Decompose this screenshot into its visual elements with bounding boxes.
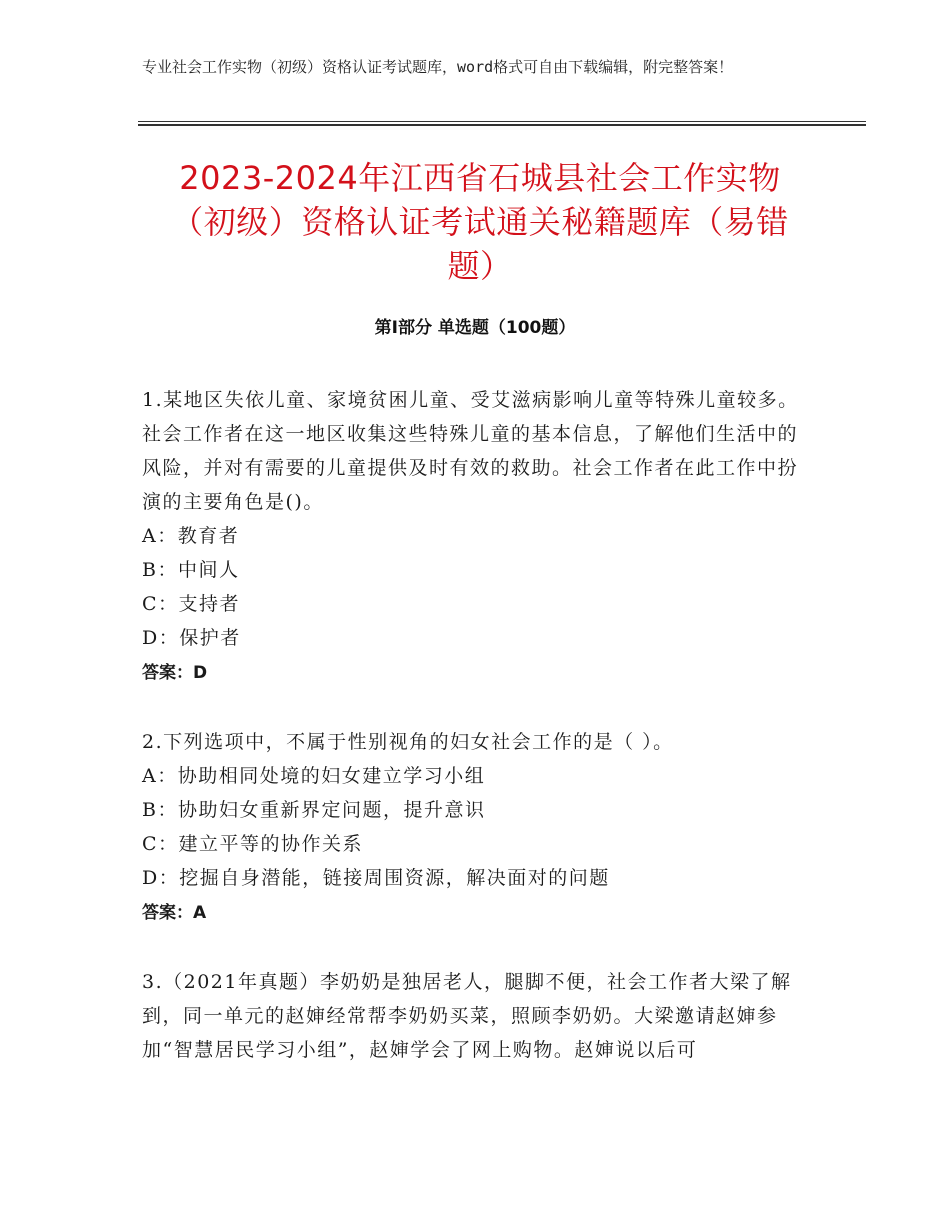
question-item (142, 383, 808, 691)
option-c: C：建立平等的协作关系 (142, 833, 364, 855)
option-b: B：中间人 (142, 559, 240, 581)
answer-label: 答案：D (142, 663, 208, 683)
header-divider-bottom (138, 124, 866, 126)
option-d: D：保护者 (142, 627, 241, 649)
header-note: 专业社会工作实物（初级）资格认证考试题库，word格式可自由下载编辑，附完整答案！ (142, 58, 734, 76)
question-item (142, 965, 808, 1067)
section-heading: 第Ⅰ部分 单选题（100题） (374, 318, 576, 338)
answer-label: 答案：A (142, 903, 207, 923)
option-c: C：支持者 (142, 593, 241, 615)
option-a: A：教育者 (142, 525, 240, 547)
question-stem: 1.某地区失依儿童、家境贫困儿童、受艾滋病影响儿童等特殊儿童较多。社会工作者在这一地区收集这些特殊儿童的基本信息，了解他们生活中的风险，并对有需要的儿童提供及时有效的救助。社会工作者在此工作中扮演的主要角色是()。 (142, 389, 799, 513)
question-item (142, 725, 808, 931)
question-stem: 3.（2021年真题）李奶奶是独居老人，腿脚不便，社会工作者大梁了解到，同一单元的赵婶经常帮李奶奶买菜，照顾李奶奶。大梁邀请赵婶参加“智慧居民学习小组”，赵婶学会了网上购物。赵婶说以后可 (142, 971, 792, 1061)
document-title: 2023-2024年江西省石城县社会工作实物（初级）资格认证考试通关秘籍题库（易错题） (171, 159, 789, 285)
option-a: A：协助相同处境的妇女建立学习小组 (142, 765, 486, 787)
header-divider-top (138, 121, 866, 122)
question-stem: 2.下列选项中，不属于性别视角的妇女社会工作的是（ ）。 (142, 731, 674, 753)
option-d: D：挖掘自身潜能，链接周围资源，解决面对的问题 (142, 867, 610, 889)
question-list (142, 383, 808, 1101)
option-b: B：协助妇女重新界定问题，提升意识 (142, 799, 486, 821)
